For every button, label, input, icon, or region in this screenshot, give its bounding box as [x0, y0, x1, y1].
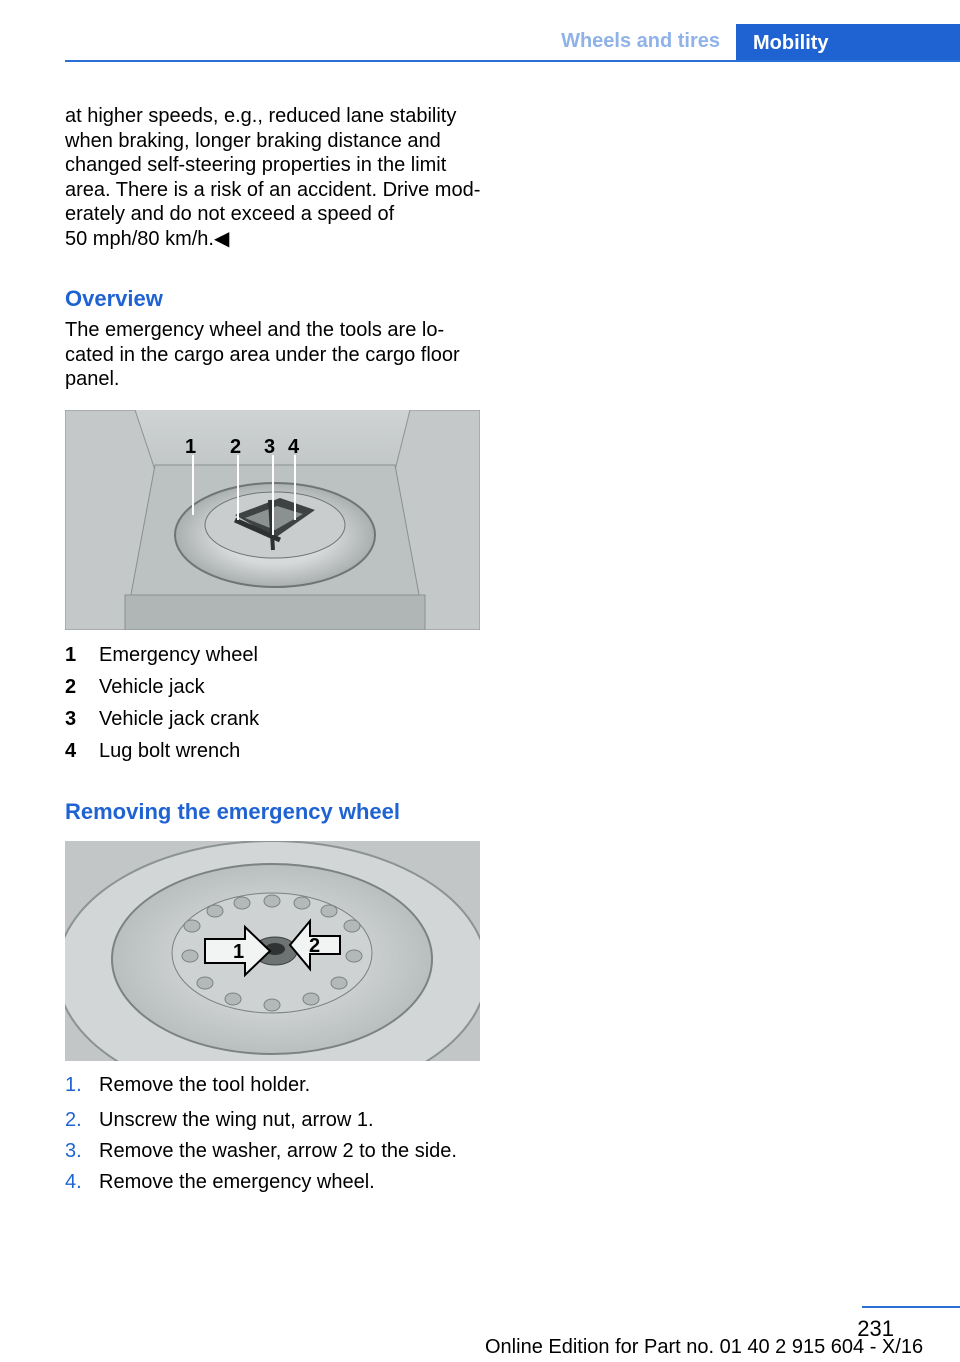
text-line: cated in the cargo area under the cargo floor — [65, 343, 460, 366]
step-number: 3. — [65, 1140, 82, 1162]
text-line: changed self-steering properties in the limit — [65, 154, 447, 177]
running-header-section: Wheels and tires — [561, 30, 720, 52]
arrow-label-2: 2 — [309, 935, 321, 957]
edition-note: Online Edition for Part no. 01 40 2 915 604 - X/16 — [485, 1336, 924, 1358]
step-text: Unscrew the wing nut, arrow 1. — [99, 1109, 374, 1131]
legend-number: 2 — [65, 676, 77, 698]
legend-text: Emergency wheel — [99, 644, 258, 666]
overview-section — [65, 286, 485, 392]
arrow-label-1: 1 — [233, 941, 245, 963]
step-item — [65, 1073, 310, 1097]
text-line: panel. — [65, 368, 120, 391]
text-line: when braking, longer braking distance and — [65, 129, 441, 152]
removing-section — [65, 799, 485, 825]
legend-item — [65, 675, 205, 699]
text-line: area. There is a risk of an accident. Drive mod- — [65, 178, 481, 201]
step-item — [65, 1170, 375, 1194]
callout-4: 4 — [288, 436, 300, 458]
callout-3: 3 — [264, 436, 276, 458]
step-number: 4. — [65, 1171, 82, 1193]
emergency-wheel-illustration — [65, 841, 480, 1061]
text-line: 50 mph/80 km/h.◀ — [65, 227, 230, 250]
legend-text: Vehicle jack — [99, 676, 205, 698]
legend-item — [65, 707, 259, 731]
legend-item — [65, 739, 240, 763]
section-heading-removing: Removing the emergency wheel — [65, 799, 400, 824]
page-number: 231 — [857, 1316, 894, 1341]
text-line: The emergency wheel and the tools are lo- — [65, 319, 445, 341]
step-text: Remove the emergency wheel. — [99, 1171, 375, 1193]
callout-1: 1 — [185, 436, 197, 458]
text-line: at higher speeds, e.g., reduced lane stability — [65, 105, 457, 127]
step-number: 2. — [65, 1109, 82, 1131]
step-text: Remove the washer, arrow 2 to the side. — [99, 1140, 457, 1162]
cargo-area-figure — [65, 410, 480, 630]
footer-rule — [862, 1306, 960, 1308]
callout-2: 2 — [230, 436, 242, 458]
step-item — [65, 1108, 374, 1132]
legend-text: Vehicle jack crank — [99, 708, 260, 730]
emergency-wheel-figure — [65, 841, 480, 1061]
intro-paragraph — [65, 104, 485, 252]
legend-number: 3 — [65, 708, 77, 730]
step-number: 1. — [65, 1074, 82, 1096]
legend-number: 4 — [65, 740, 77, 762]
cargo-area-illustration — [65, 410, 480, 630]
chapter-tab[interactable]: Mobility — [736, 24, 960, 62]
step-text: Remove the tool holder. — [99, 1074, 311, 1096]
legend-number: 1 — [65, 644, 77, 666]
step-item — [65, 1139, 457, 1163]
header-rule — [65, 60, 960, 62]
legend-text: Lug bolt wrench — [99, 740, 241, 762]
legend-item — [65, 643, 258, 667]
text-line: erately and do not exceed a speed of — [65, 203, 395, 226]
section-heading-overview: Overview — [65, 286, 163, 311]
